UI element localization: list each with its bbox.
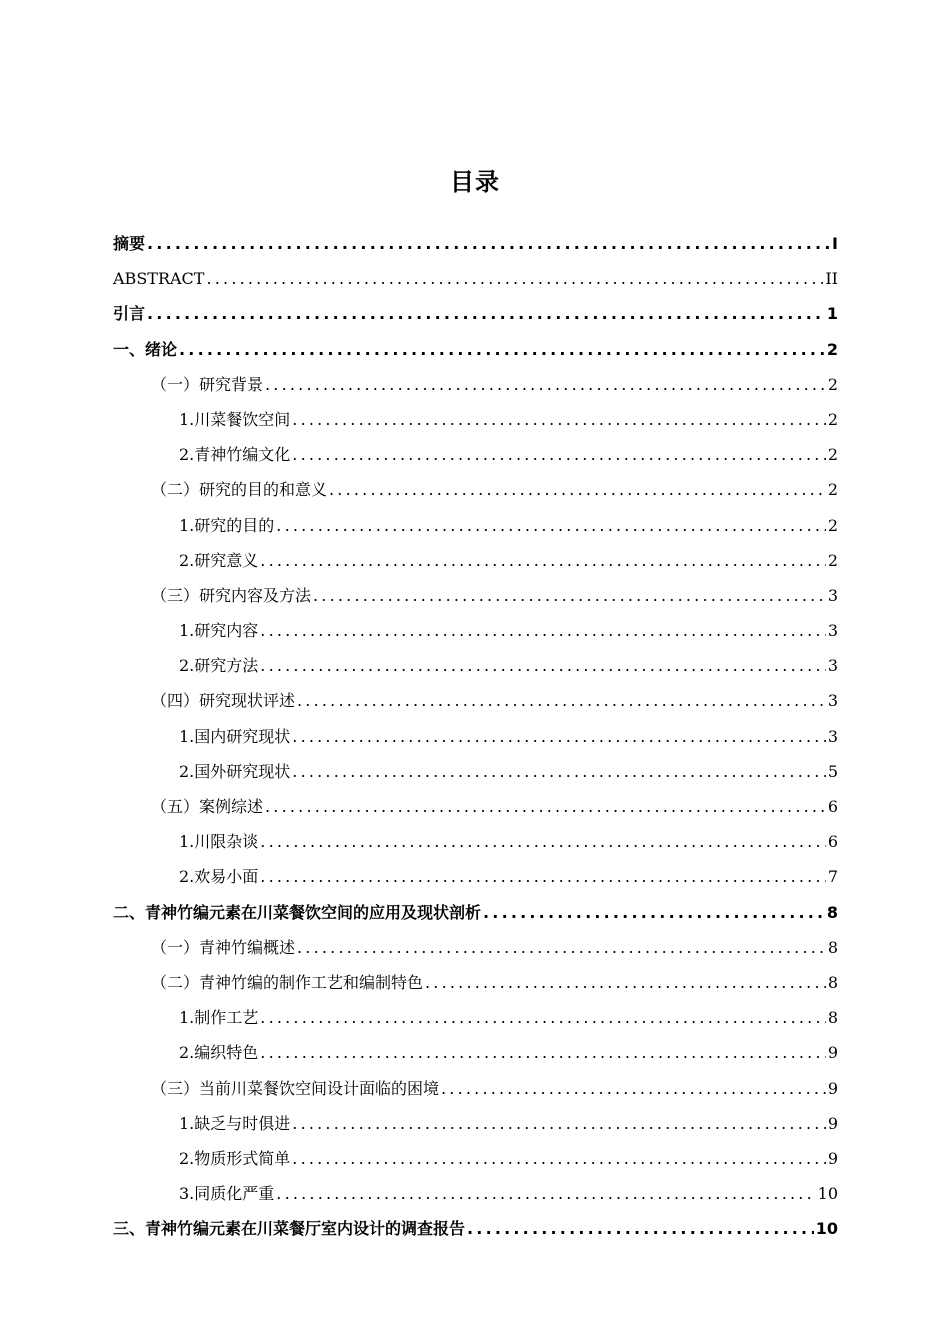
dot-leader (292, 402, 826, 437)
toc-entry-section[interactable] (113, 578, 838, 613)
toc-entry-label: 1.缺乏与时俱进 (179, 1113, 291, 1133)
toc-entry-page: 9 (827, 1043, 838, 1063)
toc-entry-label: 1.川限杂谈 (179, 832, 259, 852)
toc-entry-label: 2.编织特色 (179, 1043, 259, 1063)
toc-entry-page: 1 (826, 304, 838, 324)
toc-entry-section[interactable] (113, 1071, 838, 1106)
toc-entry-label: 2.物质形式简单 (179, 1148, 291, 1168)
toc-entry-label: 2.研究意义 (179, 550, 259, 570)
dot-leader (179, 332, 825, 367)
dot-leader (297, 683, 826, 718)
toc-entry-page: 3 (827, 726, 838, 746)
toc-entry-page: 2 (827, 445, 838, 465)
toc-entry-page: 8 (827, 1008, 838, 1028)
toc-entry-page: 2 (827, 409, 838, 429)
dot-leader (297, 930, 826, 965)
toc-entry-page: 2 (827, 550, 838, 570)
toc-entry-page: 2 (826, 339, 838, 359)
toc-entry-label: 摘要 (113, 234, 146, 253)
toc-entry-subsection[interactable] (113, 613, 838, 648)
toc-entry-label: 二、青神竹编元素在川菜餐饮空间的应用及现状剖析 (113, 902, 482, 922)
toc-entry-page: 9 (827, 1078, 838, 1098)
toc-entry-section[interactable] (113, 965, 838, 1000)
toc-entry-page: 2 (827, 374, 838, 394)
dot-leader (260, 648, 826, 683)
toc-entry-label: 1.制作工艺 (179, 1008, 259, 1028)
toc-entry-label: （三）研究内容及方法 (151, 585, 312, 605)
toc-entry-label: 引言 (113, 304, 146, 324)
toc-entry-subsection[interactable] (113, 1176, 838, 1211)
dot-leader (329, 472, 826, 507)
toc-entry-page: 3 (827, 656, 838, 676)
toc-entry-label: （五）案例综述 (151, 797, 264, 816)
dot-leader (260, 543, 826, 578)
toc-entry-label: 1.国内研究现状 (179, 726, 291, 746)
dot-leader (467, 1211, 814, 1246)
toc-entry-page: 3 (827, 691, 838, 711)
dot-leader (265, 789, 826, 824)
dot-leader (441, 1071, 826, 1106)
toc-entry-label: 1.研究内容 (179, 621, 259, 641)
dot-leader (265, 367, 826, 402)
dot-leader (147, 226, 830, 261)
toc-entry-page: I (832, 234, 838, 253)
dot-leader (260, 859, 826, 894)
toc-entry-label: 2.欢易小面 (179, 867, 259, 887)
dot-leader (425, 965, 826, 1000)
toc-entry-label: 2.国外研究现状 (179, 761, 291, 781)
toc-entry-chapter-1[interactable] (113, 332, 838, 367)
dot-leader (260, 613, 826, 648)
toc-entry-label: （二）研究的目的和意义 (151, 480, 328, 500)
toc-entry-page: II (825, 269, 838, 289)
dot-leader (260, 1035, 826, 1070)
toc-entry-label: （二）青神竹编的制作工艺和编制特色 (151, 972, 424, 992)
toc-entry-subsection[interactable] (113, 1000, 838, 1035)
toc-entry-subsection[interactable] (113, 719, 838, 754)
dot-leader (292, 1141, 826, 1176)
toc-entry-abstract-cn[interactable] (113, 226, 838, 261)
dot-leader (276, 1176, 815, 1211)
toc-entry-label: （一）研究背景 (151, 374, 264, 394)
toc-entry-section[interactable] (113, 367, 838, 402)
toc-entry-page: 5 (827, 761, 838, 781)
toc-entry-subsection[interactable] (113, 648, 838, 683)
toc-entry-label: （四）研究现状评述 (151, 691, 296, 711)
dot-leader (206, 261, 823, 296)
table-of-contents (113, 226, 838, 1246)
toc-entry-page: 8 (827, 972, 838, 992)
toc-entry-subsection[interactable] (113, 754, 838, 789)
toc-entry-section[interactable] (113, 930, 838, 965)
dot-leader (260, 824, 826, 859)
toc-entry-label: 2.研究方法 (179, 656, 259, 676)
toc-entry-label: （三）当前川菜餐饮空间设计面临的困境 (151, 1078, 440, 1098)
toc-entry-page: 6 (827, 797, 838, 816)
dot-leader (147, 296, 825, 331)
toc-entry-subsection[interactable] (113, 1141, 838, 1176)
dot-leader (276, 508, 826, 543)
toc-entry-page: 9 (827, 1148, 838, 1168)
toc-entry-subsection[interactable] (113, 508, 838, 543)
dot-leader (292, 1106, 826, 1141)
toc-entry-page: 2 (827, 515, 838, 535)
toc-title: 目录 (450, 168, 500, 196)
toc-entry-section[interactable] (113, 683, 838, 718)
toc-entry-subsection[interactable] (113, 859, 838, 894)
toc-entry-label: 1.川菜餐饮空间 (179, 409, 291, 429)
toc-entry-label: 1.研究的目的 (179, 515, 275, 535)
toc-entry-page: 3 (827, 585, 838, 605)
toc-entry-page: 2 (827, 480, 838, 500)
toc-entry-introduction[interactable] (113, 296, 838, 331)
toc-entry-chapter-2[interactable] (113, 895, 838, 930)
dot-leader (292, 719, 826, 754)
toc-entry-section[interactable] (113, 789, 838, 824)
toc-entry-subsection[interactable] (113, 1106, 838, 1141)
toc-entry-page: 6 (827, 832, 838, 852)
toc-entry-label: 3.同质化严重 (179, 1184, 275, 1204)
dot-leader (483, 895, 825, 930)
toc-entry-label: 2.青神竹编文化 (179, 445, 291, 465)
toc-entry-page: 8 (827, 937, 838, 957)
toc-entry-subsection[interactable] (113, 437, 838, 472)
toc-entry-subsection[interactable] (113, 824, 838, 859)
toc-entry-subsection[interactable] (113, 1035, 838, 1070)
toc-entry-page: 7 (827, 867, 838, 887)
dot-leader (292, 437, 826, 472)
toc-entry-label: ABSTRACT (113, 269, 205, 289)
dot-leader (313, 578, 826, 613)
dot-leader (260, 1000, 826, 1035)
toc-entry-label: 一、绪论 (113, 339, 178, 359)
toc-entry-page: 9 (827, 1113, 838, 1133)
toc-entry-chapter-3[interactable] (113, 1211, 838, 1246)
toc-entry-page: 10 (815, 1219, 838, 1239)
dot-leader (292, 754, 826, 789)
toc-entry-page: 8 (826, 902, 838, 922)
toc-entry-page: 3 (827, 621, 838, 641)
toc-entry-section[interactable] (113, 472, 838, 507)
toc-entry-page: 10 (817, 1184, 838, 1204)
toc-entry-label: （一）青神竹编概述 (151, 937, 296, 957)
toc-entry-label: 三、青神竹编元素在川菜餐厅室内设计的调查报告 (113, 1219, 466, 1239)
toc-entry-abstract-en[interactable] (113, 261, 838, 296)
toc-entry-subsection[interactable] (113, 543, 838, 578)
toc-entry-subsection[interactable] (113, 402, 838, 437)
